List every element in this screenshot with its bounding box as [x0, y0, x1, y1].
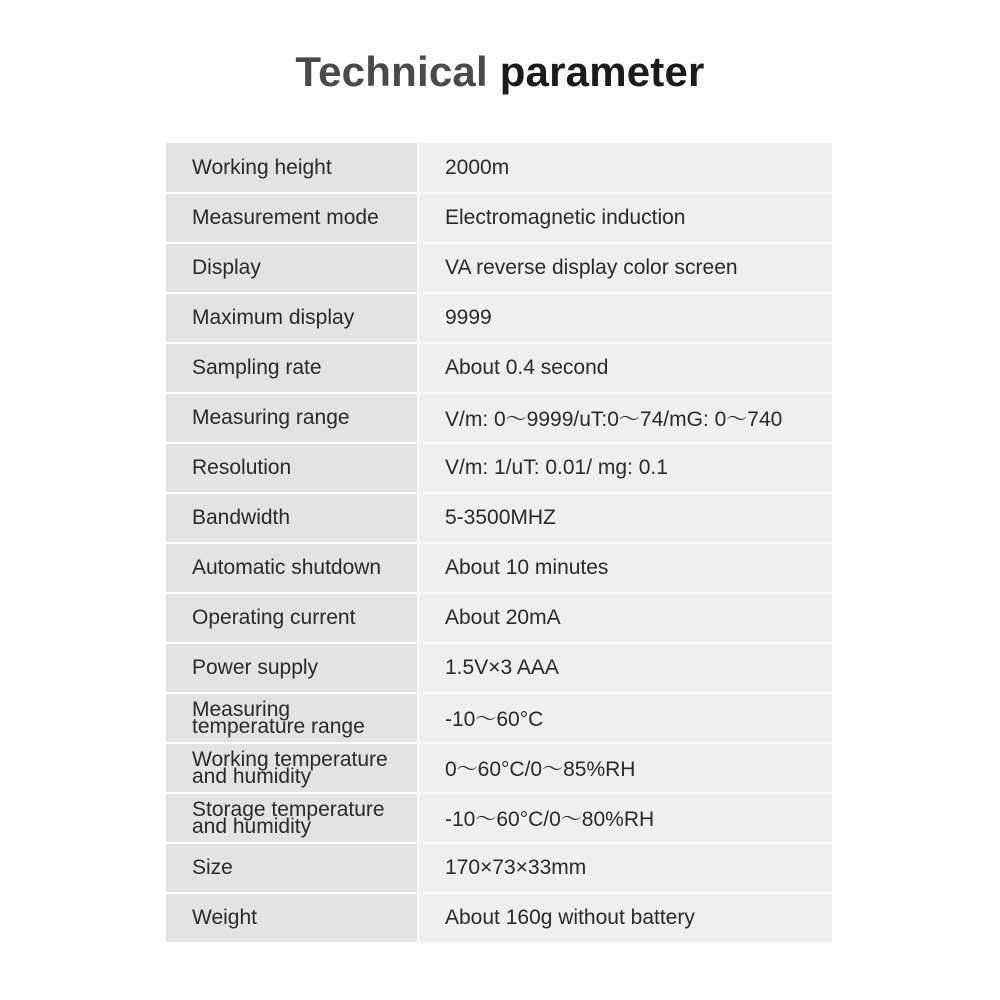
row-value: V/m: 1/uT: 0.01/ mg: 0.1 — [418, 443, 832, 493]
row-label: Sampling rate — [166, 343, 418, 393]
row-value: -10〜60°C/0〜80%RH — [418, 793, 832, 843]
row-label: Weight — [166, 893, 418, 943]
table-row — [166, 393, 832, 443]
row-label-line-2: and humidity — [192, 765, 312, 788]
row-label: Bandwidth — [166, 493, 418, 543]
spec-table — [166, 143, 832, 944]
row-value: About 160g without battery — [418, 893, 832, 943]
table-row — [166, 143, 832, 193]
table-row — [166, 843, 832, 893]
row-label: Measuring range — [166, 393, 418, 443]
table-row — [166, 793, 832, 843]
title-part-2: parameter — [499, 48, 705, 95]
table-row — [166, 893, 832, 943]
row-value: Electromagnetic induction — [418, 193, 832, 243]
table-row — [166, 693, 832, 743]
table-row — [166, 293, 832, 343]
title-part-1: Technical — [295, 48, 488, 95]
row-label: Operating current — [166, 593, 418, 643]
table-row — [166, 543, 832, 593]
table-row — [166, 193, 832, 243]
row-label: Resolution — [166, 443, 418, 493]
page-title — [0, 48, 1000, 96]
table-row — [166, 443, 832, 493]
row-label: Display — [166, 243, 418, 293]
row-label: Automatic shutdown — [166, 543, 418, 593]
row-label: Measurement mode — [166, 193, 418, 243]
table-row — [166, 743, 832, 793]
row-label: Power supply — [166, 643, 418, 693]
row-value: About 0.4 second — [418, 343, 832, 393]
row-value: 9999 — [418, 293, 832, 343]
row-value: 0〜60°C/0〜85%RH — [418, 743, 832, 793]
row-value: V/m: 0〜9999/uT:0〜74/mG: 0〜740 — [418, 393, 832, 443]
row-value: 2000m — [418, 143, 832, 193]
table-row — [166, 243, 832, 293]
row-label-line-1: Measuring — [192, 698, 291, 721]
table-row — [166, 643, 832, 693]
row-label: Maximum display — [166, 293, 418, 343]
row-value: About 20mA — [418, 593, 832, 643]
row-value: VA reverse display color screen — [418, 243, 832, 293]
row-label: Working height — [166, 143, 418, 193]
row-value: About 10 minutes — [418, 543, 832, 593]
row-label-line-1: Storage temperature — [192, 798, 385, 821]
row-label-line-1: Working temperature — [192, 748, 388, 771]
table-row — [166, 343, 832, 393]
table-row — [166, 593, 832, 643]
row-value: 170×73×33mm — [418, 843, 832, 893]
row-label-line-2: temperature range — [192, 715, 365, 738]
row-label — [166, 743, 418, 793]
row-label — [166, 793, 418, 843]
row-value: 5-3500MHZ — [418, 493, 832, 543]
row-value: 1.5V×3 AAA — [418, 643, 832, 693]
row-value: -10〜60°C — [418, 693, 832, 743]
row-label-line-2: and humidity — [192, 815, 312, 838]
row-label: Size — [166, 843, 418, 893]
row-label — [166, 693, 418, 743]
table-row — [166, 493, 832, 543]
